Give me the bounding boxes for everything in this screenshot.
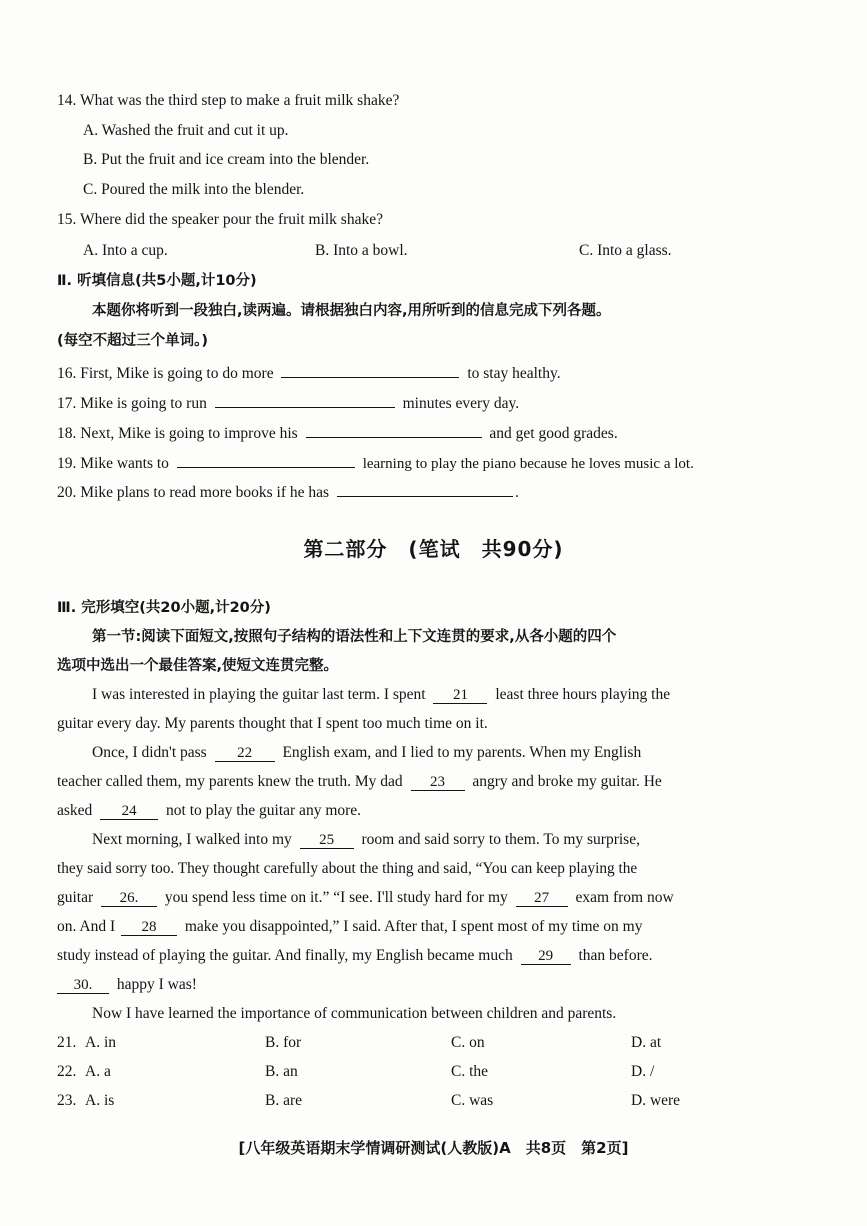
q14-option-a: A. Washed the fruit and cut it up. [83,122,289,139]
passage-text: asked [57,802,93,819]
blank-22[interactable]: 22 [215,745,275,762]
q17-text-end: minutes every day. [402,395,520,412]
section2-instruction: 本题你将听到一段独白,读两遍。请根据独白内容,用所听到的信息完成下列各题。 [92,303,611,319]
section3-instruction-cont: 选项中选出一个最佳答案,使短文连贯完整。 [57,658,339,674]
passage-line-10 [57,946,653,966]
q19-answer-blank[interactable] [177,451,355,468]
passage-text: study instead of playing the guitar. And finally, my English became much [57,947,513,964]
passage-line-5 [57,801,361,821]
q17-line [57,391,519,414]
q15-option-c: C. Into a glass. [579,242,672,259]
passage-text: than before. [578,947,653,964]
passage-text: make you disappointed,” I said. After that, I spent most of my time on my [184,918,643,935]
option-23-b[interactable]: B. are [265,1092,303,1109]
passage-line-1 [92,685,670,705]
passage-line-4 [57,772,662,792]
q18-answer-blank[interactable] [306,421,482,438]
q20-line [57,480,519,503]
q19-text: 19. Mike wants to [57,455,169,472]
option-21-d[interactable]: D. at [631,1034,662,1051]
q16-answer-blank[interactable] [281,361,459,378]
blank-23[interactable]: 23 [411,774,465,791]
passage-text: room and said sorry to them. To my surprise, [361,831,640,848]
section2-heading: Ⅱ. 听填信息(共5小题,计10分) [57,273,257,289]
passage-text: happy I was! [116,976,197,993]
section2-instruction-note: (每空不超过三个单词。) [57,333,209,349]
passage-text: angry and broke my guitar. He [472,773,662,790]
q14-option-c: C. Poured the milk into the blender. [83,181,305,198]
section3-heading: Ⅲ. 完形填空(共20小题,计20分) [57,600,271,616]
passage-text: teacher called them, my parents knew the truth. My dad [57,773,403,790]
q15-option-a: A. Into a cup. [83,242,168,259]
passage-line-2: guitar every day. My parents thought that I spent too much time on it. [57,715,488,732]
option-21-c[interactable]: C. on [451,1034,485,1051]
blank-26[interactable]: 26. [101,890,157,907]
passage-line-6 [92,830,640,850]
option-22-c[interactable]: C. the [451,1063,489,1080]
page-footer: [八年级英语期末学情调研测试(人教版)A 共8页 第2页] [238,1139,629,1157]
q16-text-end: to stay healthy. [467,365,561,382]
blank-30[interactable]: 30. [57,977,109,994]
passage-line-9 [57,917,642,937]
passage-text: Once, I didn't pass [92,744,207,761]
passage-text: you spend less time on it.” “I see. I'll study hard for my [164,889,508,906]
q18-line [57,421,618,444]
q20-text-end: . [514,484,519,501]
option-21-a[interactable]: A. in [85,1034,116,1051]
passage-text: English exam, and I lied to my parents. When my English [282,744,642,761]
blank-25[interactable]: 25 [300,832,354,849]
q15-option-b: B. Into a bowl. [315,242,408,259]
passage-line-7: they said sorry too. They thought carefully about the thing and said, “You can keep playing the [57,860,638,877]
option-23-c[interactable]: C. was [451,1092,494,1109]
q19-line [57,451,694,474]
q20-answer-blank[interactable] [337,480,513,497]
q18-text-end: and get good grades. [489,425,618,442]
passage-text: on. And I [57,918,116,935]
q14-stem: 14. What was the third step to make a fruit milk shake? [57,92,400,109]
passage-text: not to play the guitar any more. [166,802,362,819]
passage-line-11 [57,975,197,995]
q19-text-end: learning to play the piano because he loves music a lot. [362,456,694,472]
passage-text: least three hours playing the [495,686,671,703]
q15-stem: 15. Where did the speaker pour the fruit milk shake? [57,211,383,228]
option-23-a[interactable]: A. is [85,1092,115,1109]
passage-text: exam from now [575,889,674,906]
passage-line-3 [92,743,641,763]
q14-option-b: B. Put the fruit and ice cream into the blender. [83,151,370,168]
blank-21[interactable]: 21 [433,687,487,704]
q16-text: 16. First, Mike is going to do more [57,365,274,382]
option-row-23-num: 23. [57,1092,77,1109]
q17-answer-blank[interactable] [215,391,395,408]
blank-28[interactable]: 28 [121,919,177,936]
option-22-b[interactable]: B. an [265,1063,298,1080]
option-22-d[interactable]: D. / [631,1063,655,1080]
blank-24[interactable]: 24 [100,803,158,820]
q20-text: 20. Mike plans to read more books if he has [57,484,330,501]
passage-text: Next morning, I walked into my [92,831,292,848]
passage-text: I was interested in playing the guitar last term. I spent [92,686,426,703]
section3-instruction: 第一节:阅读下面短文,按照句子结构的语法性和上下文连贯的要求,从各小题的四个 [92,629,617,645]
part2-title: 第二部分 (笔试 共90分) [303,537,564,561]
q18-text: 18. Next, Mike is going to improve his [57,425,298,442]
passage-line-12: Now I have learned the importance of communication between children and parents. [92,1005,617,1022]
q16-line [57,361,561,384]
option-22-a[interactable]: A. a [85,1063,111,1080]
passage-text: guitar [57,889,94,906]
q17-text: 17. Mike is going to run [57,395,207,412]
option-row-22-num: 22. [57,1063,77,1080]
option-21-b[interactable]: B. for [265,1034,302,1051]
option-23-d[interactable]: D. were [631,1092,681,1109]
option-row-21-num: 21. [57,1034,77,1051]
blank-29[interactable]: 29 [521,948,571,965]
passage-line-8 [57,888,674,908]
blank-27[interactable]: 27 [516,890,568,907]
